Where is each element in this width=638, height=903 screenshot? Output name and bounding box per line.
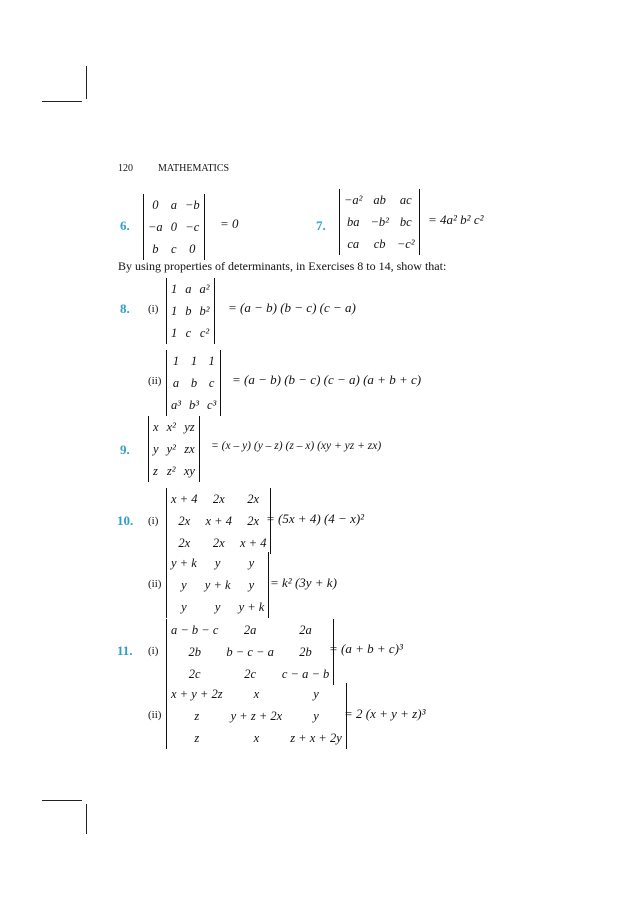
cell: 1 xyxy=(171,303,178,318)
cell: z + x + 2y xyxy=(290,730,342,745)
cell: 0 xyxy=(152,197,159,212)
cell: y xyxy=(181,599,187,614)
determinant-ex11-ii xyxy=(166,683,347,749)
cell: z xyxy=(194,730,200,745)
cell: b² xyxy=(199,303,210,318)
cell: a xyxy=(185,281,192,296)
cell: y + k xyxy=(171,555,197,570)
cell: −a² xyxy=(344,192,363,207)
cell: y xyxy=(214,555,221,570)
cell: ba xyxy=(346,214,360,229)
rhs-ex11-ii: = 2 (x + y + z)³ xyxy=(344,706,426,721)
cell: 2x xyxy=(212,535,225,550)
part-label-11-ii: (ii) xyxy=(148,709,162,721)
cell: 2a xyxy=(243,622,257,637)
cell: b xyxy=(190,375,198,390)
cell: −c xyxy=(185,219,200,234)
cell: c xyxy=(185,325,192,340)
cell: c xyxy=(171,241,177,256)
cell: a² xyxy=(199,281,210,296)
cell: 2c xyxy=(188,666,201,681)
cell: b³ xyxy=(189,397,199,412)
cell: 2a xyxy=(299,622,312,637)
crop-mark-top-horizontal xyxy=(42,101,82,102)
determinant-ex6 xyxy=(143,194,205,260)
cell: c xyxy=(208,375,215,390)
cell: ac xyxy=(399,192,412,207)
cell: x + y + 2z xyxy=(171,686,223,701)
cell: y² xyxy=(166,441,176,456)
part-label-8-i: (i) xyxy=(148,303,159,315)
cell: 2x xyxy=(178,535,191,550)
cell: 2b xyxy=(188,644,201,659)
cell: y xyxy=(313,686,319,701)
exercise-number-8: 8. xyxy=(120,301,130,316)
rhs-ex10-ii: = k² (3y + k) xyxy=(270,575,337,590)
cell: b xyxy=(152,241,159,256)
cell: −a xyxy=(148,219,163,234)
cell: c² xyxy=(199,325,210,340)
cell: ab xyxy=(373,192,386,207)
determinant-ex10-i xyxy=(166,488,271,554)
cell: 0 xyxy=(189,241,196,256)
cell: 0 xyxy=(170,219,177,234)
exercise-number-6: 6. xyxy=(120,218,130,233)
cell: y + k xyxy=(204,577,231,592)
determinant-ex8-ii xyxy=(166,350,221,416)
cell: −b xyxy=(184,197,200,212)
cell: z xyxy=(194,708,200,723)
cell: y xyxy=(153,441,159,456)
cell: −b² xyxy=(370,214,389,229)
rhs-ex11-i: = (a + b + c)³ xyxy=(329,641,403,656)
cell: x xyxy=(153,419,159,434)
cell: x² xyxy=(166,419,176,434)
exercise-number-11: 11. xyxy=(117,643,133,658)
cell: y xyxy=(214,599,221,614)
cell: x + 4 xyxy=(239,535,267,550)
cell: b − c − a xyxy=(226,644,274,659)
exercise-number-7: 7. xyxy=(316,218,326,233)
determinant-ex9 xyxy=(148,416,200,482)
part-label-8-ii: (ii) xyxy=(148,375,162,387)
cell: y xyxy=(248,577,255,592)
cell: x xyxy=(253,686,260,701)
cell: 2b xyxy=(299,644,312,659)
exercise-number-9: 9. xyxy=(120,442,130,457)
cell: cb xyxy=(373,236,386,251)
cell: 2c xyxy=(244,666,257,681)
cell: zx xyxy=(184,441,195,456)
cell: y xyxy=(313,708,319,723)
rhs-ex8-ii: = (a − b) (b − c) (c − a) (a + b + c) xyxy=(232,372,422,387)
determinant-ex10-ii xyxy=(166,552,269,618)
cell: 1 xyxy=(208,353,215,368)
rhs-ex6: = 0 xyxy=(220,216,239,231)
cell: −c² xyxy=(396,236,415,251)
cell: ca xyxy=(347,236,360,251)
rhs-ex8-i: = (a − b) (b − c) (c − a) xyxy=(228,300,356,315)
page-number: 120 xyxy=(118,163,133,174)
cell: y + k xyxy=(238,599,265,614)
cell: x + 4 xyxy=(205,513,232,528)
cell: z² xyxy=(166,463,176,478)
crop-mark-top-vertical xyxy=(86,66,87,99)
cell: 1 xyxy=(172,353,180,368)
determinant-ex8-i xyxy=(166,278,215,344)
determinant-ex7 xyxy=(339,189,420,255)
cell: a xyxy=(172,375,180,390)
cell: b xyxy=(185,303,192,318)
instruction-text: By using properties of determinants, in Exercises 8 to 14, show that: xyxy=(118,259,447,273)
cell: 1 xyxy=(171,281,178,296)
cell: 2x xyxy=(178,513,191,528)
cell: 1 xyxy=(171,325,178,340)
cell: z xyxy=(153,463,158,478)
cell: a − b − c xyxy=(171,622,219,637)
crop-mark-bottom-horizontal xyxy=(42,800,82,801)
cell: y xyxy=(181,577,187,592)
chapter-title: MATHEMATICS xyxy=(158,163,230,174)
cell: xy xyxy=(183,463,195,478)
cell: yz xyxy=(184,419,195,434)
cell: x xyxy=(253,730,260,745)
cell: 2x xyxy=(247,491,260,506)
cell: 2x xyxy=(212,491,225,506)
cell: c − a − b xyxy=(281,666,330,681)
rhs-ex10-i: = (5x + 4) (4 − x)² xyxy=(266,511,365,526)
cell: y xyxy=(248,555,255,570)
cell: a xyxy=(170,197,177,212)
cell: bc xyxy=(399,214,412,229)
rhs-ex9: = (x – y) (y – z) (z – x) (xy + yz + zx) xyxy=(211,440,382,452)
cell: 1 xyxy=(190,353,198,368)
cell: a³ xyxy=(171,397,181,412)
exercise-number-10: 10. xyxy=(117,513,134,528)
part-label-10-i: (i) xyxy=(148,515,159,527)
cell: 2x xyxy=(247,513,260,528)
cell: x + 4 xyxy=(171,491,198,506)
part-label-10-ii: (ii) xyxy=(148,578,162,590)
determinant-ex11-i xyxy=(166,619,334,685)
cell: y + z + 2x xyxy=(230,708,283,723)
part-label-11-i: (i) xyxy=(148,645,159,657)
cell: c³ xyxy=(207,397,217,412)
rhs-ex7: = 4a² b² c² xyxy=(428,212,484,227)
crop-mark-bottom-vertical xyxy=(86,804,87,834)
